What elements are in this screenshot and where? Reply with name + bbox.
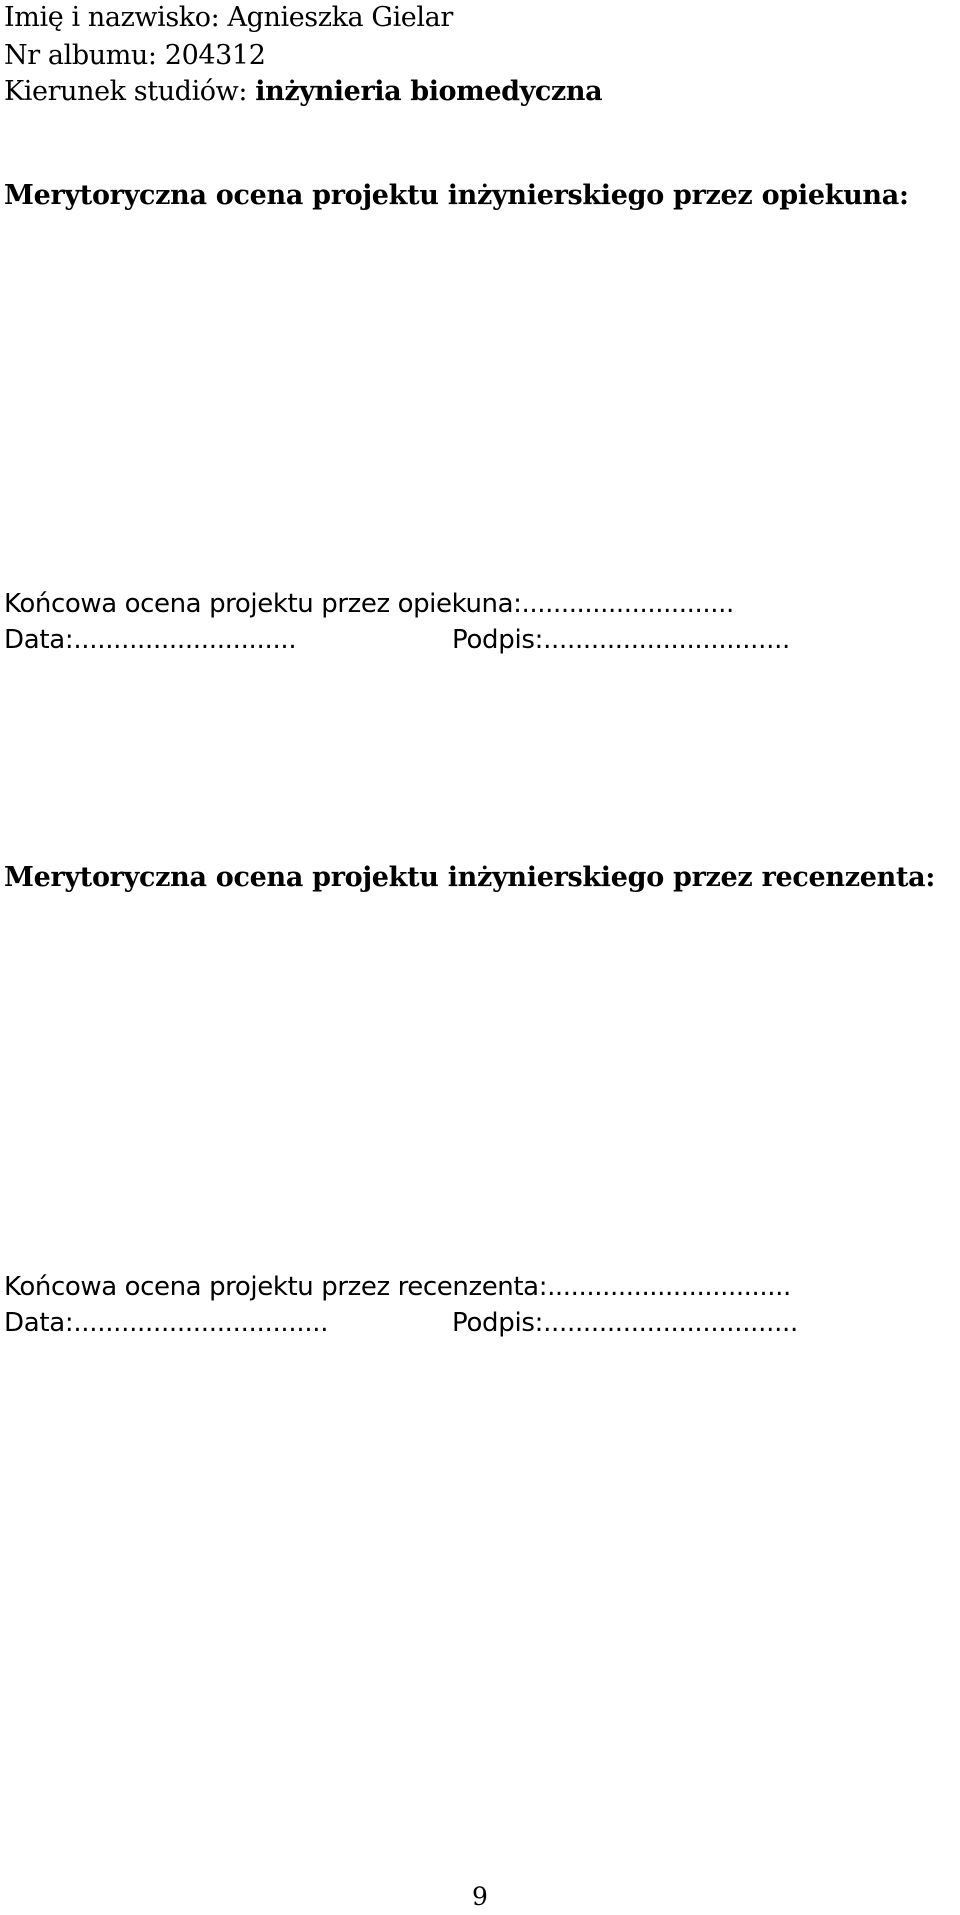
supervisor-date-field: Data:............................ bbox=[4, 625, 297, 655]
supervisor-final-grade: Końcowa ocena projektu przez opiekuna:........................... bbox=[4, 589, 734, 619]
field-of-study-value: inżynieria biomedyczna bbox=[255, 76, 603, 107]
reviewer-evaluation-heading: Merytoryczna ocena projektu inżynierskiego przez recenzenta: bbox=[4, 862, 935, 893]
page-number: 9 bbox=[472, 1882, 488, 1911]
student-name-value: Agnieszka Gielar bbox=[227, 2, 453, 33]
supervisor-signature-row bbox=[4, 627, 924, 659]
field-of-study-line bbox=[4, 78, 602, 105]
student-name-line bbox=[4, 4, 453, 31]
reviewer-date-field: Data:................................ bbox=[4, 1308, 329, 1338]
reviewer-signature-field: Podpis:................................ bbox=[452, 1308, 798, 1338]
reviewer-signature-row bbox=[4, 1310, 924, 1342]
album-number-line bbox=[4, 42, 265, 69]
field-of-study-label: Kierunek studiów: bbox=[4, 76, 248, 107]
album-number-value: 204312 bbox=[164, 40, 266, 71]
student-name-label: Imię i nazwisko: bbox=[4, 2, 220, 33]
supervisor-signature-field: Podpis:............................... bbox=[452, 625, 791, 655]
supervisor-evaluation-heading: Merytoryczna ocena projektu inżynierskiego przez opiekuna: bbox=[4, 180, 909, 211]
reviewer-final-grade: Końcowa ocena projektu przez recenzenta:............................... bbox=[4, 1272, 791, 1302]
album-number-label: Nr albumu: bbox=[4, 40, 157, 71]
